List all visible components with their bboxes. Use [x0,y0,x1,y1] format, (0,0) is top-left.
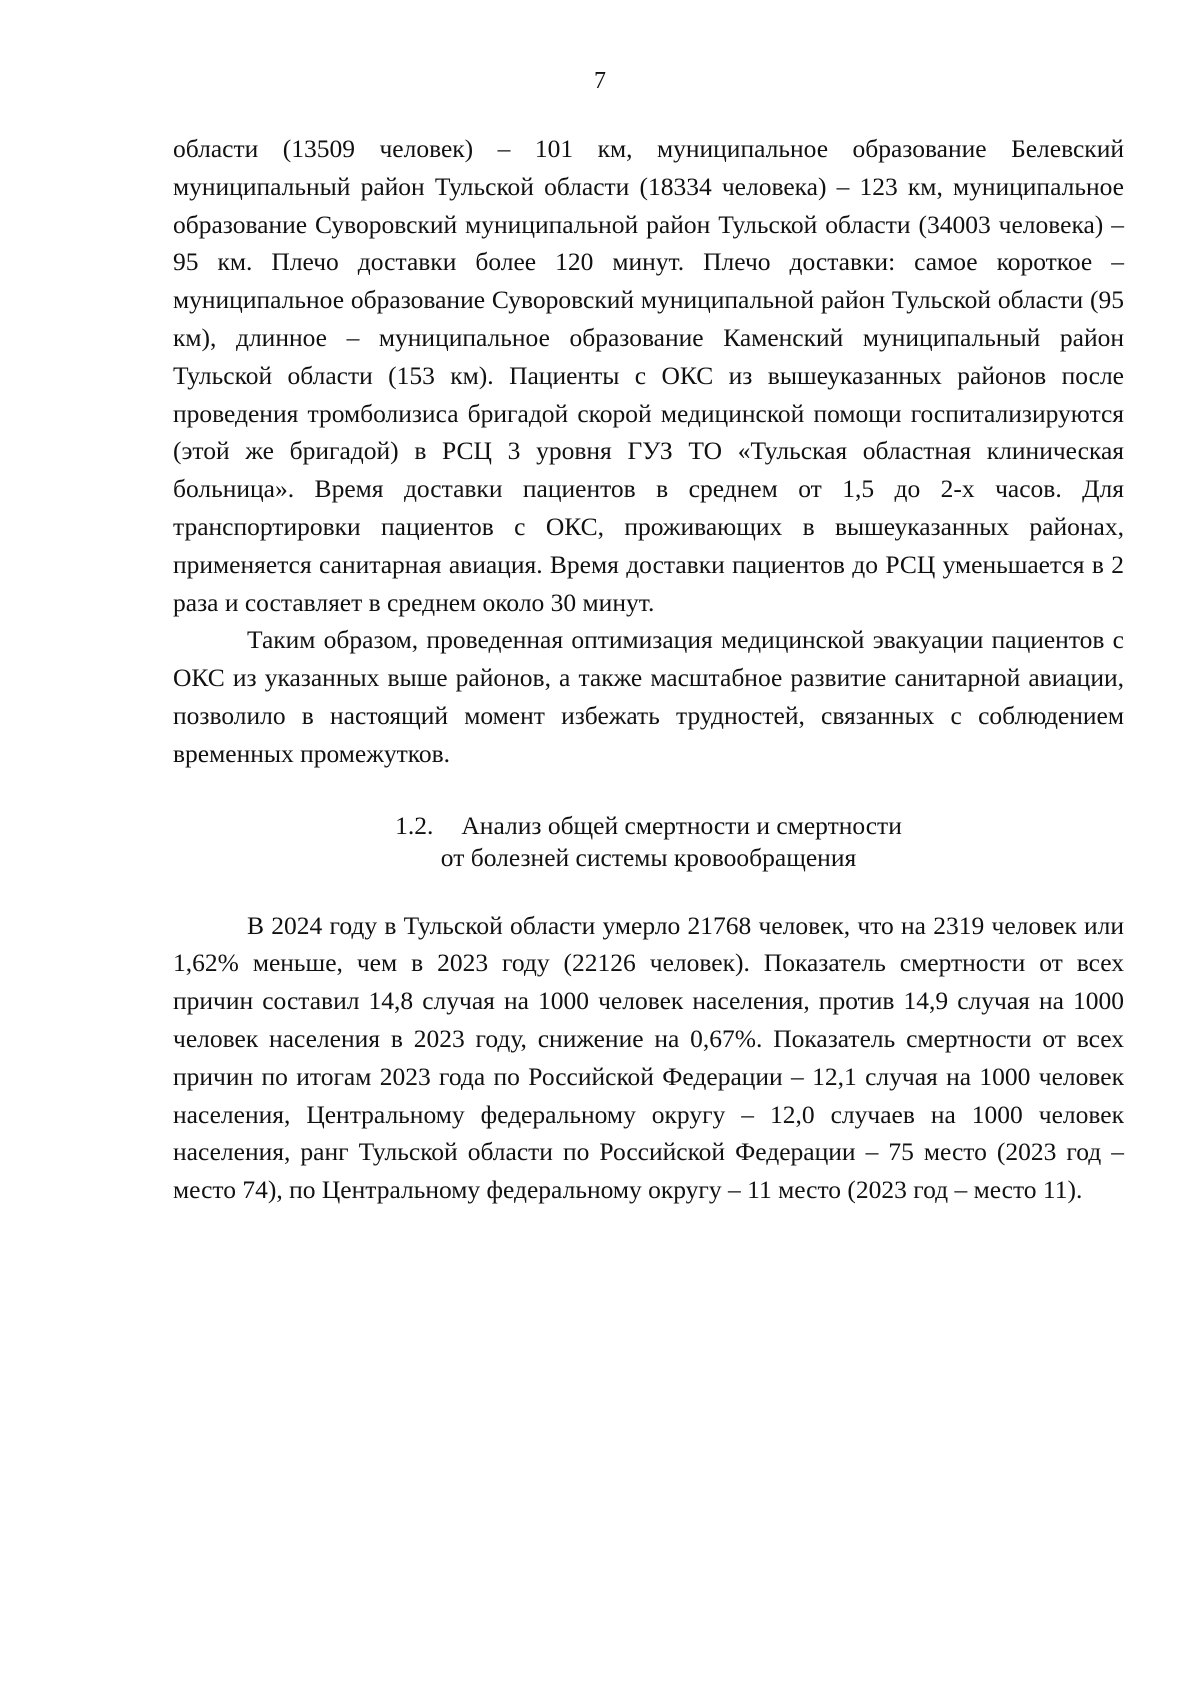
page-number: 7 [594,68,606,94]
paragraph-mortality: В 2024 году в Тульской области умерло 21768 человек, что на 2319 человек или 1,62% меньше, чем в 2023 году (22126 человек). Показатель смертности от всех причин составил 14,8 случая на 1000 человек населения, против 14,9 случая на 1000 человек населения в 2023 году, снижение на 0,67%. Показатель смертности от всех причин по итогам 2023 года по Российской Федерации – 12,1 случая на 1000 человек населения, Центральному федеральному округу – 12,0 случаев на 1000 человек населения, ранг Тульской области по Российской Федерации – 75 место (2023 год – место 74), по Центральному федеральному округу – 11 место (2023 год – место 11). [173,910,1124,1205]
section-number: 1.2. [395,810,434,840]
section-title-part-2: от болезней системы кровообращения [440,842,857,872]
document-body [173,130,1124,1209]
section-heading-line-1 [173,810,1124,842]
section-heading [173,810,1124,874]
paragraph-conclusion: Таким образом, проведенная оптимизация медицинской эвакуации пациентов с ОКС из указанных выше районов, а также масштабное развитие санитарной авиации, позволило в настоящий момент избежать трудностей, связанных с соблюдением временных промежутков. [173,625,1124,768]
section-title-part-1: Анализ общей смертности и смертности [461,810,902,840]
paragraph-continuation: области (13509 человек) – 101 км, муниципальное образование Белевский муниципальный район Тульской области (18334 человека) – 123 км, муниципальное образование Суворовский муниципальной район Тульской области (34003 человека) – 95 км. Плечо доставки более 120 минут. Плечо доставки: самое короткое – муниципальное образование Суворовский муниципальной район Тульской области (95 км), длинное – муниципальное образование Каменский муниципальный район Тульской области (153 км). Пациенты с ОКС из вышеуказанных районов после проведения тромболизиса бригадой скорой медицинской помощи госпитализируются (этой же бригадой) в РСЦ 3 уровня ГУЗ ТО «Тульская областная клиническая больница». Время доставки пациентов в среднем от 1,5 до 2-х часов. Для транспортировки пациентов с ОКС, проживающих в вышеуказанных районах, применяется санитарная авиация. Время доставки пациентов до РСЦ уменьшается в 2 раза и составляет в среднем около 30 минут. [173,134,1124,617]
